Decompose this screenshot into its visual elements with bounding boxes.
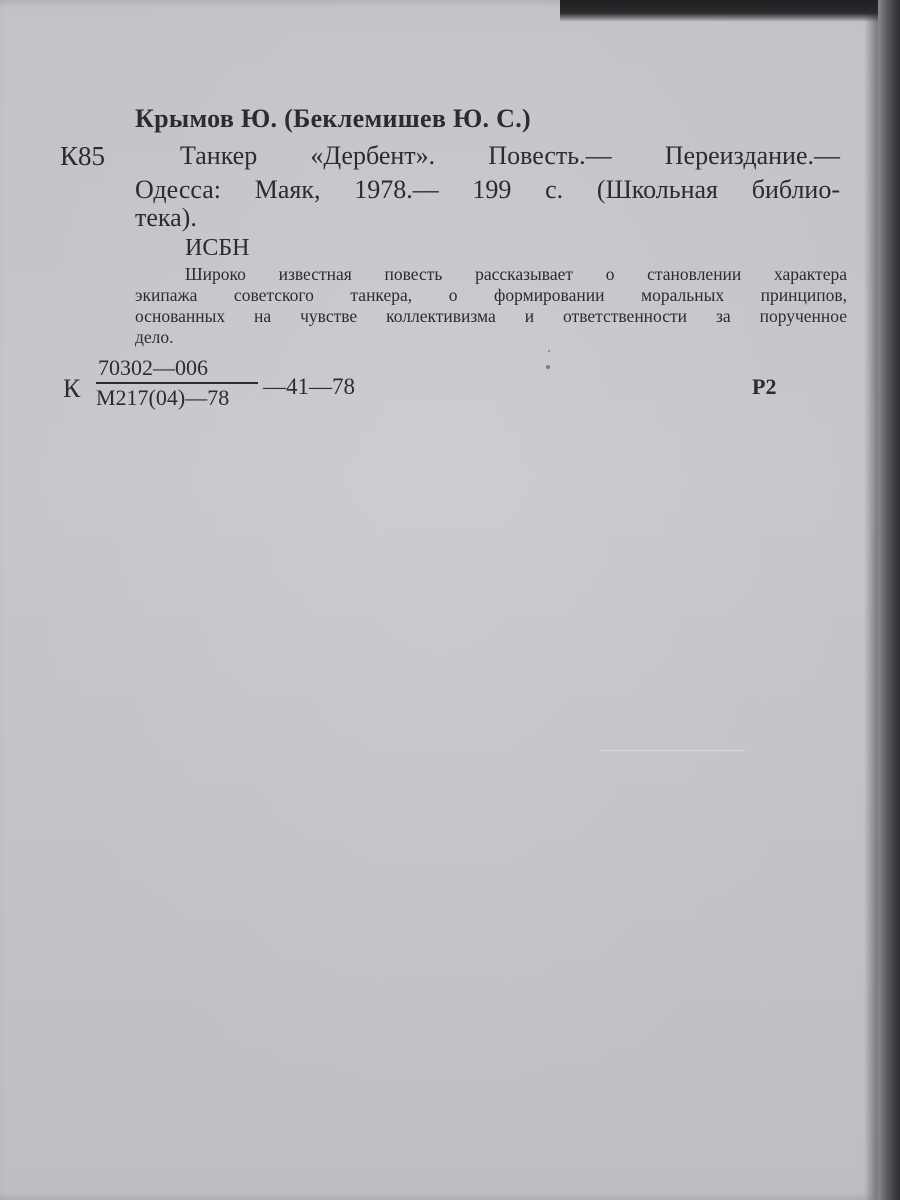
title-line-3: тека).	[135, 203, 197, 232]
paper-speck	[546, 365, 550, 369]
fraction-line	[96, 382, 258, 384]
paper-scratch	[600, 750, 745, 751]
classification-code: Р2	[752, 374, 777, 399]
annotation-line: дело.	[135, 327, 174, 347]
annotation-line: экипажа советского танкера, о формировании моральных принципов,	[135, 285, 847, 305]
index-code: К85	[60, 141, 106, 171]
paper-speck	[548, 350, 550, 352]
isbn-label: ИСБН	[185, 235, 250, 261]
background-edge-right	[878, 0, 900, 1200]
background-edge-top	[560, 0, 900, 22]
title-line-1: Танкер «Дербент». Повесть.— Переиздание.—	[180, 141, 840, 170]
title-line-2: Одесса: Маяк, 1978.— 199 с. (Школьная библио-	[135, 175, 840, 204]
code-numerator: 70302—006	[98, 355, 208, 380]
code-suffix: —41—78	[263, 374, 355, 399]
code-letter: К	[63, 374, 81, 403]
annotation-line: Широко известная повесть рассказывает о становлении характера	[185, 264, 847, 284]
annotation-line: основанных на чувстве коллективизма и ответственности за порученное	[135, 306, 847, 326]
author-heading: Крымов Ю. (Беклемишев Ю. С.)	[135, 104, 531, 133]
code-denominator: М217(04)—78	[96, 385, 230, 410]
